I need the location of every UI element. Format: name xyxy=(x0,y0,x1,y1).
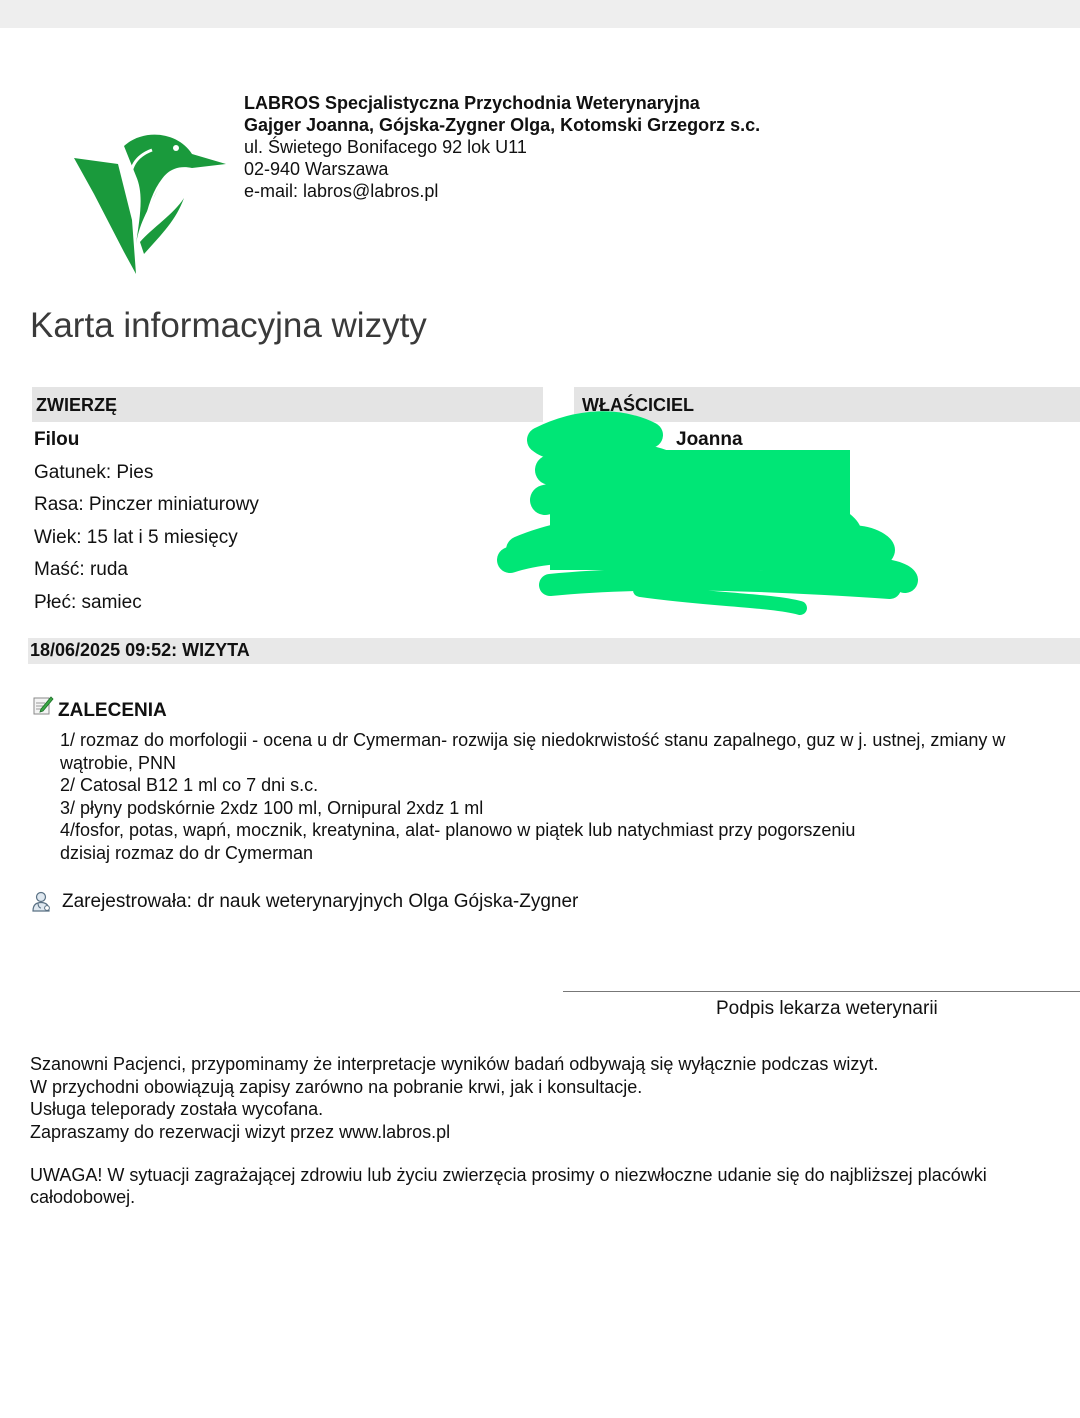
animal-color: Maść: ruda xyxy=(34,559,128,580)
page-title: Karta informacyjna wizyty xyxy=(30,306,427,345)
redaction-scribble xyxy=(490,400,920,625)
notice-line: Szanowni Pacjenci, przypominamy że interpretacje wyników badań odbywają się wyłącznie podczas wizyt. xyxy=(30,1054,879,1074)
animal-breed: Rasa: Pinczer miniaturowy xyxy=(34,494,259,515)
animal-age: Wiek: 15 lat i 5 miesięcy xyxy=(34,526,238,548)
notice-line: Zapraszamy do rezerwacji wizyt przez www.labros.pl xyxy=(30,1121,451,1142)
animal-species: Gatunek: Pies xyxy=(34,461,154,483)
owner-name: Joanna xyxy=(676,429,743,450)
edit-note-icon xyxy=(32,694,54,716)
vet-caduceus-logo xyxy=(66,124,232,274)
recommendation-line: 2/ Catosal B12 1 ml co 7 dni s.c. xyxy=(60,775,319,795)
clinic-city: 02-940 Warszawa xyxy=(244,159,389,179)
registered-by: Zarejestrowała: dr nauk weterynaryjnych Olga Gójska-Zygner xyxy=(62,891,579,912)
visit-header-label: 18/06/2025 09:52: WIZYTA xyxy=(30,640,250,660)
doctor-user-icon xyxy=(30,890,54,914)
recommendations-body xyxy=(60,729,1050,864)
clinic-email: e-mail: labros@labros.pl xyxy=(244,181,439,201)
notice-line: Usługa teleporady została wycofana. xyxy=(30,1099,324,1119)
emergency-warning: UWAGA! W sytuacji zagrażającej zdrowiu lub życiu zwierzęcia prosimy o niezwłoczne udanie się do najbliższej placówki całodobowej. xyxy=(30,1165,987,1207)
patient-notice xyxy=(30,1053,1060,1143)
notice-line: W przychodni obowiązują zapisy zarówno na pobranie krwi, jak i konsultacje. xyxy=(30,1076,643,1097)
animal-section-header xyxy=(32,387,543,422)
clinic-header xyxy=(244,92,760,202)
animal-sex: Płeć: samiec xyxy=(34,591,142,613)
animal-header-label: ZWIERZĘ xyxy=(36,395,117,415)
recommendations-header: ZALECENIA xyxy=(58,700,167,721)
visit-header xyxy=(28,638,1080,664)
signature-line xyxy=(563,991,1080,992)
clinic-owners: Gajger Joanna, Gójska-Zygner Olga, Kotomski Grzegorz s.c. xyxy=(244,115,761,135)
owner-header-label: WŁAŚCICIEL xyxy=(582,395,694,415)
recommendation-line: 3/ płyny podskórnie 2xdz 100 ml, Ornipural 2xdz 1 ml xyxy=(60,797,484,818)
recommendation-line: 1/ rozmaz do morfologii - ocena u dr Cymerman- rozwija się niedokrwistość stanu zapalnego, guz w j. ustnej, zmiany w wątrobie, PNN xyxy=(60,730,1006,773)
animal-details xyxy=(34,424,259,619)
signature-label: Podpis lekarza weterynarii xyxy=(716,998,938,1019)
viewer-top-bar xyxy=(0,0,1080,28)
clinic-street: ul. Świetego Bonifacego 92 lok U11 xyxy=(244,137,527,157)
recommendation-line: dzisiaj rozmaz do dr Cymerman xyxy=(60,842,314,863)
recommendation-line: 4/fosfor, potas, wapń, mocznik, kreatynina, alat- planowo w piątek lub natychmiast przy pogorszeniu xyxy=(60,820,856,840)
animal-name: Filou xyxy=(34,429,80,450)
clinic-name: LABROS Specjalistyczna Przychodnia Weterynaryjna xyxy=(244,93,700,113)
